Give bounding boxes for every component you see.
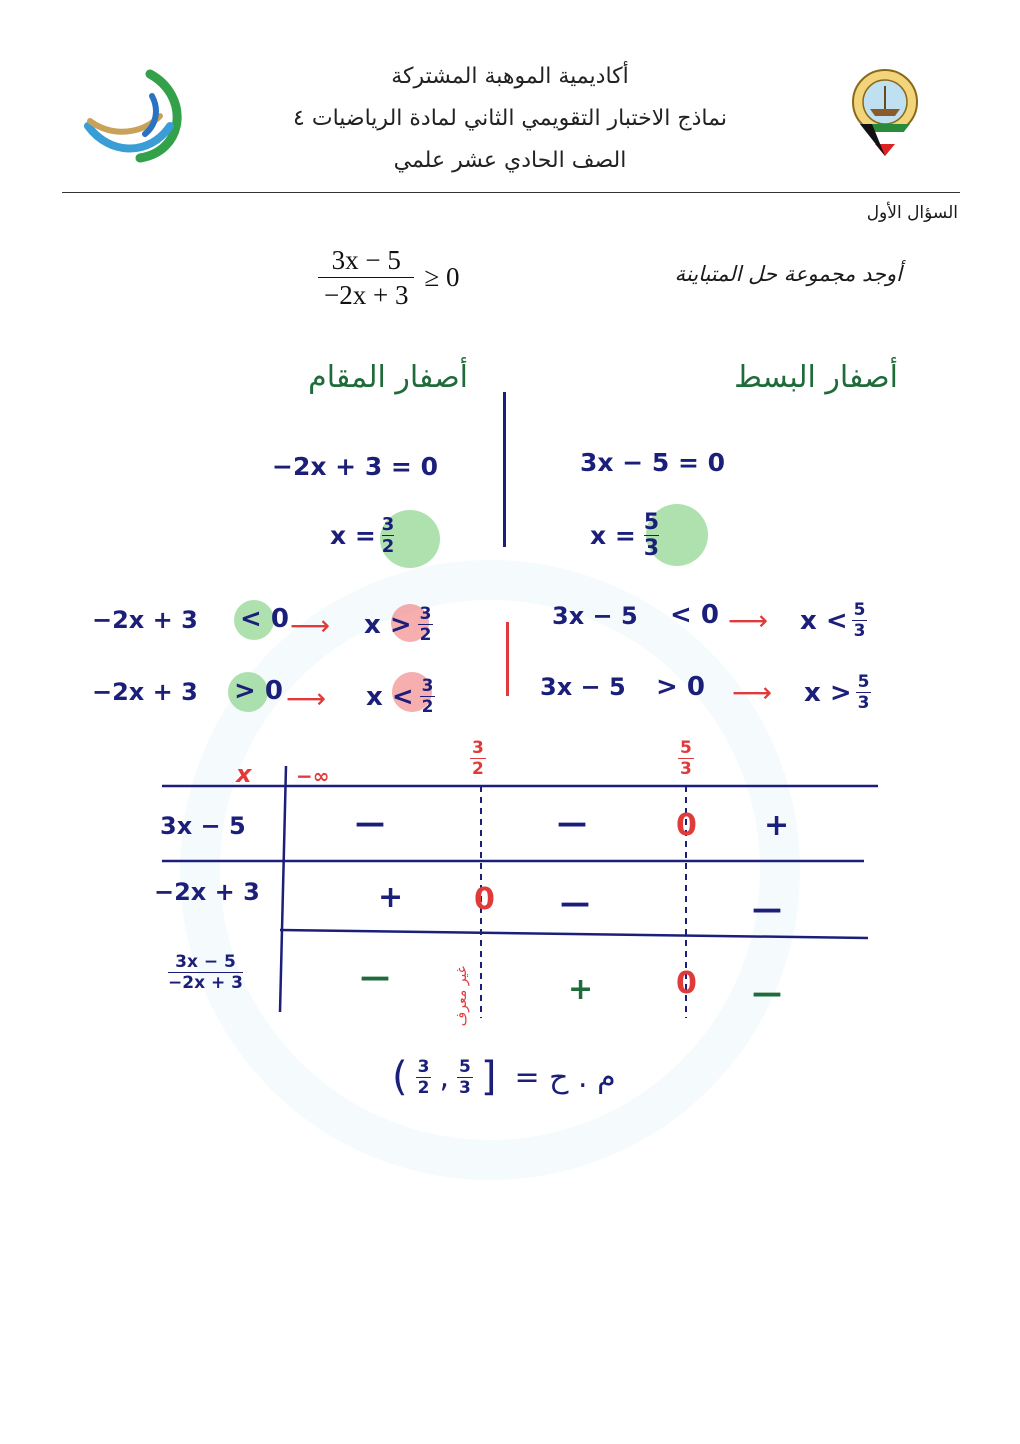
numerator-equation: 3x − 5 = 0 [580,448,726,477]
inequality-numerator: 3x − 5 [331,245,401,275]
table-crit-2-den: 3 [680,759,692,779]
row-3-num: 3x − 5 [175,952,236,972]
question-label: السؤال الأول [866,203,958,223]
row-2-sign-1: + [378,880,404,915]
left-case-2-frac-num: 3 [421,676,434,696]
denominator-zeros-title: أصفار المقام [308,360,468,395]
answer-lower-frac [416,1057,432,1098]
row-3-sign-1: — [360,960,390,995]
class-name: الصف الحادي عشر علمي [393,148,627,173]
row-3-frac [168,952,243,993]
right-case-2-rel: > 0 [656,672,705,702]
right-case-1-frac-den: 3 [853,621,866,641]
table-crit-1 [470,738,486,779]
table-crit-1-den: 2 [472,759,484,779]
right-case-2-rhs: x > [804,677,852,708]
left-case-1-frac-den: 2 [419,625,432,645]
row-3-sign-2: + [568,972,594,1007]
answer-lower-den: 2 [417,1077,430,1098]
right-case-1-lhs: 3x − 5 [552,602,638,630]
den-solution-denominator: 2 [381,536,395,557]
right-case-1-frac-num: 5 [853,600,866,620]
left-case-1-rel: < 0 [240,604,289,634]
left-case-2-arrow: ⟶ [286,682,327,715]
answer-upper-frac [457,1057,473,1098]
inequality-denominator: −2x + 3 [324,280,409,310]
inequality-relation: ≥ 0 [424,262,460,292]
row-2-sign-3: — [560,886,590,921]
right-case-2-frac-den: 3 [857,693,870,713]
left-case-1-rhs: x > [364,609,412,640]
left-case-1-lhs: −2x + 3 [92,606,198,634]
row-2-sign-2: 0 [474,882,495,917]
row-1-sign-4: + [764,808,790,843]
row-1-label: 3x − 5 [160,812,246,840]
answer-upper-num: 5 [459,1056,471,1077]
table-x-label: x [236,760,252,788]
exam-title: نماذج الاختبار التقويمي الثاني لمادة الرياضيات ٤ [293,106,727,131]
academy-name: أكاديمية الموهبة المشتركة [391,64,629,89]
num-solution-denominator: 3 [643,536,660,561]
left-case-2-rel: > 0 [234,676,283,706]
right-case-1-rhs: x < [800,605,848,636]
answer-lower-num: 3 [417,1056,430,1077]
right-case-2-lhs: 3x − 5 [540,673,626,701]
table-crit-2-num: 5 [680,738,692,758]
left-case-2-rhs: x < [366,681,414,712]
answer-comma: , [439,1059,449,1095]
right-case-2-frac-num: 5 [857,672,870,692]
answer-close-bracket: ] [480,1054,497,1100]
solution-set [392,1054,616,1100]
row-1-sign-1: — [355,806,385,841]
answer-label: م . ح = [514,1059,616,1095]
row-3-sign-4: — [752,976,782,1011]
table-crit-2 [678,738,694,779]
table-crit-1-frac [470,738,486,779]
row-1-sign-3: 0 [676,808,697,843]
answer-upper-den: 3 [459,1077,471,1098]
numerator-zeros-title: أصفار البسط [734,360,898,395]
table-neg-infinity: −∞ [296,764,330,788]
row-2-label: −2x + 3 [154,878,260,906]
left-case-1-arrow: ⟶ [290,609,331,642]
left-case-2-frac-den: 2 [421,697,434,717]
right-case-2-arrow: ⟶ [732,676,773,709]
denominator-equation: −2x + 3 = 0 [272,452,438,481]
right-case-1-rel: < 0 [670,600,719,630]
row-2-sign-4: — [752,892,782,927]
row-3-label [168,952,243,993]
question-task: أوجد مجموعة حل المتباينة [674,262,902,286]
num-solution-lhs: x = [590,521,636,550]
row-1-sign-2: — [557,806,587,841]
den-solution-lhs: x = [330,521,376,550]
answer-open-bracket: ( [392,1054,408,1100]
num-solution-numerator: 5 [643,510,660,535]
table-crit-2-frac [678,738,694,779]
left-case-1-frac-num: 3 [419,604,432,624]
left-case-2-lhs: −2x + 3 [92,678,198,706]
den-solution-numerator: 3 [381,514,395,535]
row-3-undefined: غير معرف [454,966,470,1027]
table-crit-1-num: 3 [472,738,484,758]
row-3-den: −2x + 3 [168,973,243,993]
right-case-1-arrow: ⟶ [728,604,769,637]
row-3-sign-3: 0 [676,966,697,1001]
